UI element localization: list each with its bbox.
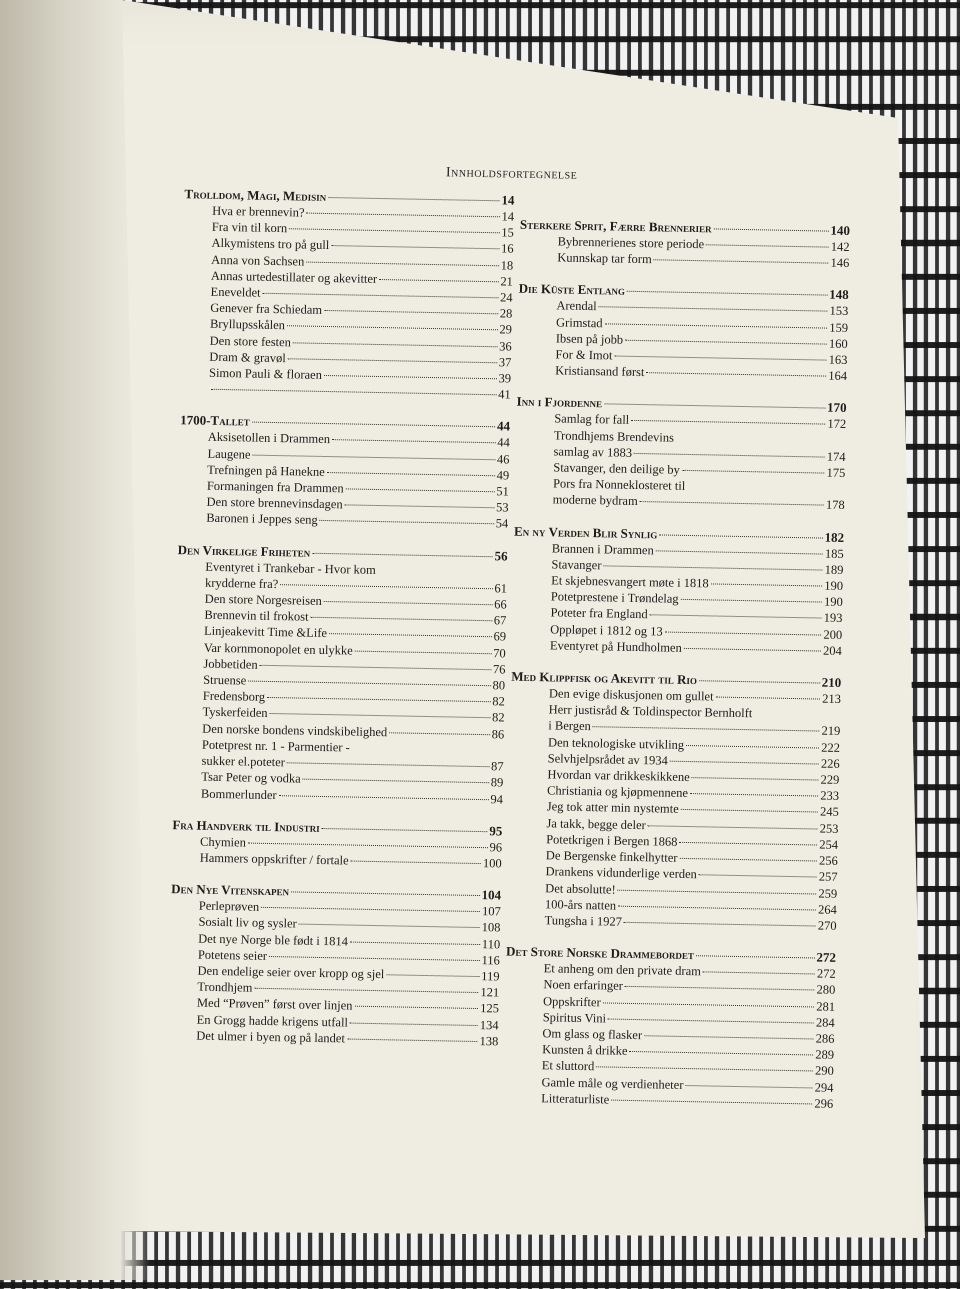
entry-title: Potetens seier [197, 947, 268, 963]
dot-leader [270, 713, 490, 718]
chapter-page: 56 [494, 547, 508, 564]
entry-title: Christiania og kjøpmennene [546, 783, 689, 801]
chapter-title: Inn i Fjordenne [516, 394, 603, 411]
entry-title: Chymien [199, 834, 247, 850]
entry-title: Om glass og flasker [542, 1026, 643, 1043]
dot-leader [248, 681, 490, 687]
dot-leader [329, 634, 492, 638]
dot-leader [267, 697, 490, 702]
dot-leader [627, 291, 827, 296]
chapter-page: 140 [830, 222, 851, 239]
entry-title: Potetprest nr. 1 - Parmentier - [201, 737, 350, 755]
entry-title: Potetprestene i Trøndelag [550, 589, 679, 607]
entry-title: Kunsten å drikke [542, 1042, 628, 1059]
dot-leader [611, 1099, 812, 1104]
dot-leader [604, 404, 825, 409]
entry-title: Struense [203, 672, 247, 688]
entry-page: 193 [823, 611, 843, 626]
entry-title: Bommerlunder [200, 786, 277, 802]
entry-title: Sosialt liv og sysler [198, 914, 297, 931]
entry-title: Dram & gravøl [209, 349, 286, 366]
dot-leader [306, 213, 499, 218]
entry-page: 256 [818, 853, 838, 869]
entry-page: 121 [480, 985, 500, 1000]
chapter-title: Den Virkelige Friheten [177, 541, 311, 560]
dot-leader [378, 571, 506, 573]
dot-leader [260, 665, 491, 670]
dot-leader [280, 584, 492, 589]
entry-title: Grimstad [555, 315, 603, 330]
dot-leader [714, 228, 829, 231]
entry-title: Oppskrifter [542, 993, 601, 1009]
dot-leader [320, 520, 494, 524]
entry-page: 185 [824, 546, 844, 561]
dot-leader [350, 941, 480, 944]
chapter-page: 44 [496, 418, 511, 434]
entry-title: Selvhjelpsrådet av 1934 [547, 751, 668, 768]
chapter-page: 170 [826, 400, 847, 416]
dot-leader [625, 340, 827, 345]
entry-title: Gamle måle og verdienheter [541, 1074, 684, 1092]
entry-page: 67 [493, 613, 507, 628]
dot-leader [322, 828, 488, 832]
entry-title: Linjeakevitt Time &Life [203, 624, 328, 641]
entry-page: 153 [829, 304, 849, 319]
entry-title: Kristiansand først [555, 363, 645, 380]
dot-leader [682, 470, 825, 474]
dot-leader [680, 842, 818, 846]
entry-title: Stavanger, den deilige by [553, 460, 680, 477]
entry-page: 190 [824, 578, 844, 594]
dot-leader [261, 907, 480, 912]
entry-page: 87 [490, 759, 504, 774]
entry-title: Den store brennevinsdagen [206, 494, 343, 512]
entry-title: Aksisetollen i Drammen [207, 430, 331, 447]
entry-page: 229 [820, 772, 840, 788]
entry-title: Bybrennerienes store periode [557, 234, 705, 252]
entry-page: 294 [814, 1080, 834, 1095]
entry-title: Potetkrigen i Bergen 1868 [546, 832, 678, 849]
entry-page: 119 [481, 969, 500, 984]
chapter-page: 14 [501, 192, 515, 208]
entry-title: Trondhjem [197, 979, 253, 995]
dot-leader [624, 922, 816, 927]
entry-page: 175 [826, 465, 846, 481]
entry-title: Den norske bondens vindskibelighed [202, 721, 388, 739]
entry-title: Brannen i Drammen [551, 541, 654, 557]
entry-title: sukker el.poteter [201, 753, 286, 770]
dot-leader [306, 261, 498, 266]
entry-page: 146 [830, 255, 850, 271]
chapter-page: 104 [481, 887, 502, 903]
entry-page: 110 [481, 936, 501, 951]
entry-title: For & Imot [555, 347, 613, 363]
dot-leader [351, 860, 481, 864]
entry-page: 82 [491, 710, 505, 725]
dot-leader [331, 245, 499, 249]
entry-title: Arendal [556, 298, 597, 314]
entry-title: Annas urtedestillater og akevitter [210, 268, 378, 286]
entry-title: Eventyret i Trankebar - Hvor kom [205, 559, 376, 577]
dot-leader [355, 650, 492, 654]
entry-title: Hvordan var drikkeskikkene [547, 767, 690, 785]
entry-page: 96 [489, 839, 503, 855]
dot-leader [665, 631, 822, 635]
entry-page: 272 [816, 966, 836, 981]
dot-leader [254, 988, 478, 993]
entry-page: 54 [495, 516, 509, 531]
dot-leader [347, 1038, 478, 1042]
dot-leader [681, 809, 818, 813]
entry-page: 245 [819, 805, 839, 820]
dot-leader [324, 601, 492, 605]
dot-leader [327, 472, 495, 476]
chapter-title: Den Nye Vitenskapen [171, 881, 290, 899]
entry-page: 219 [821, 724, 841, 739]
entry-title: Samlag for fall [554, 411, 630, 428]
dot-leader [681, 599, 822, 603]
entry-title: i Bergen [548, 718, 591, 734]
toc-left-column [168, 186, 514, 1049]
entry-page: 86 [491, 726, 505, 742]
dot-leader [389, 732, 489, 735]
entry-title: Anna von Sachsen [211, 252, 305, 269]
dot-leader [346, 488, 495, 492]
dot-leader [352, 748, 502, 751]
dot-leader [644, 1035, 814, 1039]
dot-leader [288, 358, 497, 363]
dot-leader [253, 454, 495, 460]
dot-leader [618, 905, 816, 910]
dot-leader [287, 762, 489, 767]
entry-page: 82 [492, 694, 505, 709]
entry-page: 66 [494, 597, 507, 612]
entry-page: 233 [820, 788, 840, 804]
entry-title: Tyskerfeiden [202, 705, 268, 721]
entry-page: 39 [498, 371, 512, 386]
entry-page: 14 [501, 209, 515, 224]
entry-title: Perleprøven [198, 898, 260, 914]
dot-leader [656, 550, 823, 554]
dot-leader [603, 565, 822, 570]
entry-page: 53 [495, 500, 509, 515]
entry-title: Poteter fra England [550, 605, 648, 622]
entry-page: 204 [822, 643, 842, 658]
entry-page: 270 [817, 918, 837, 933]
dot-leader [312, 552, 492, 556]
entry-title: Den store Norgesreisen [204, 591, 322, 609]
dot-leader [311, 617, 492, 621]
entry-title: Herr justisråd & Toldinspector Bernholft [548, 702, 753, 721]
entry-page: 159 [829, 320, 849, 335]
entry-page: 44 [497, 435, 510, 450]
dot-leader [646, 372, 826, 376]
dot-leader [291, 892, 480, 897]
entry-title: Et skjebnesvangert møte i 1818 [551, 573, 709, 591]
dot-leader [690, 793, 818, 796]
chapter-page: 182 [824, 529, 845, 545]
entry-title: Den store festen [209, 333, 292, 349]
entry-title: Det absolutte! [545, 880, 616, 897]
entry-title: moderne bydram [552, 492, 638, 509]
entry-page: 134 [479, 1017, 499, 1032]
dot-leader [631, 420, 825, 425]
entry-page: 125 [480, 1001, 500, 1016]
entry-title: Alkymistens tro på gull [211, 236, 330, 253]
entry-page: 280 [816, 982, 836, 998]
dot-leader [696, 955, 814, 958]
entry-page: 281 [816, 999, 836, 1014]
entry-title: Hva er brennevin? [212, 203, 305, 220]
entry-page: 213 [822, 691, 842, 707]
entry-page: 259 [818, 886, 838, 901]
chapter-title: Fra Handverk til Industri [172, 816, 320, 835]
dot-leader [211, 389, 496, 395]
entry-page: 24 [499, 290, 513, 305]
entry-title: Laugene [207, 446, 251, 462]
entry-title: krydderne fra? [204, 575, 279, 591]
dot-leader [328, 197, 499, 201]
entry-page: 15 [501, 225, 514, 240]
dot-leader [630, 1051, 814, 1056]
dot-leader [625, 986, 815, 991]
chapter-title: 1700-Tallet [180, 412, 250, 429]
entry-page: 200 [823, 627, 843, 642]
entry-page: 257 [818, 869, 838, 885]
dot-leader [614, 356, 826, 361]
entry-title: Fra vin til korn [211, 219, 288, 236]
entry-title: Kunnskap tar form [557, 250, 652, 267]
entry-title: Det nye Norge ble født i 1814 [198, 931, 349, 949]
entry-title: Pors fra Nonneklosteret til [552, 476, 686, 494]
entry-page: 178 [825, 498, 845, 513]
entry-title: Eventyret på Hundholmen [549, 638, 682, 655]
chapter-title: En ny Verden Blir Synlig [513, 523, 658, 542]
entry-title: De Bergenske finkelhytter [545, 848, 678, 865]
entry-page: 142 [830, 239, 850, 255]
entry-page: 46 [496, 451, 510, 467]
chapter-page: 95 [489, 822, 503, 839]
entry-title: Spiritus Vini [542, 1009, 607, 1026]
entry-page: 284 [815, 1015, 835, 1030]
entry-page: 100 [482, 856, 502, 871]
dot-leader [648, 825, 818, 829]
entry-page: 160 [828, 336, 848, 351]
dot-leader [654, 259, 829, 263]
entry-title: Det ulmer i byen og på landet [196, 1028, 346, 1046]
dot-leader [754, 715, 838, 717]
dot-leader [386, 974, 479, 977]
dot-leader [289, 228, 499, 233]
entry-title: Ja takk, begge deler [546, 815, 646, 832]
entry-title: Jeg tok atter min nystemte [546, 799, 679, 817]
entry-title: Eneveldet [210, 284, 261, 300]
entry-page: 163 [828, 352, 848, 368]
dot-leader [303, 779, 489, 784]
entry-title: Et anheng om den private dram [543, 961, 702, 979]
entry-title: Et sluttord [541, 1058, 595, 1074]
entry-page: 190 [823, 594, 843, 610]
entry-title: Fredensborg [202, 688, 266, 705]
page-title: Innholdsfortegnelse [445, 165, 578, 183]
dot-leader [706, 244, 829, 247]
entry-page: 164 [828, 368, 848, 384]
dot-leader [350, 1022, 478, 1025]
entry-page: 51 [496, 484, 509, 499]
entry-page: 286 [815, 1031, 835, 1046]
dot-leader [608, 1018, 814, 1023]
dot-leader [603, 1002, 815, 1007]
entry-title: Bryllupsskålen [209, 317, 286, 333]
dot-leader [269, 956, 480, 961]
entry-title: samlag av 1883 [553, 444, 633, 460]
entry-page: 69 [493, 629, 507, 644]
dot-leader [670, 761, 819, 765]
entry-title: Litteraturliste [541, 1090, 610, 1107]
entry-page: 189 [824, 562, 844, 577]
entry-page: 28 [499, 306, 513, 321]
dot-leader [299, 924, 480, 928]
entry-page: 29 [499, 322, 513, 337]
entry-title: Simon Pauli & floraen [208, 365, 323, 382]
dot-leader [699, 875, 817, 878]
entry-page: 80 [492, 678, 506, 693]
entry-title: Genever fra Schiedam [210, 300, 323, 318]
entry-title: Den teknologiske utvikling [547, 734, 685, 752]
entry-page: 108 [481, 920, 501, 935]
dot-leader [324, 310, 498, 314]
dot-leader [716, 697, 821, 700]
entry-title: Trefningen på Hanekne [207, 462, 325, 479]
entry-page: 290 [814, 1063, 834, 1079]
dot-leader [287, 326, 497, 331]
entry-page: 18 [500, 257, 514, 273]
dot-leader [279, 795, 489, 800]
entry-page: 76 [492, 662, 506, 677]
entry-title: Med “Prøven” først over linjen [196, 995, 353, 1013]
entry-title: Trondhjems Brendevins [553, 428, 675, 445]
chapter-title: Med Klippfisk og Akevitt til Rio [511, 668, 698, 688]
dot-leader [684, 648, 821, 652]
entry-title: Tsar Peter og vodka [201, 769, 301, 786]
dot-leader [634, 453, 825, 458]
dot-leader [680, 858, 818, 862]
entry-page: 253 [819, 821, 839, 836]
entry-page: 254 [819, 837, 839, 852]
entry-page: 94 [490, 791, 504, 806]
dot-leader [605, 323, 828, 328]
dot-leader [379, 279, 498, 282]
dot-leader [640, 501, 824, 506]
entry-title: Drankens vidunderlige verden [545, 864, 698, 882]
entry-page: 264 [818, 902, 838, 917]
dot-leader [692, 777, 819, 780]
entry-page: 41 [498, 387, 511, 402]
dot-leader [687, 487, 843, 490]
chapter-title: Trolldom, Magi, Medisin [184, 186, 327, 204]
entry-title: Tungsha i 1927 [544, 913, 623, 929]
dot-leader [252, 422, 495, 428]
chapter-title: Det Store Norske Drammebordet [505, 943, 695, 963]
chapter-page: 210 [821, 674, 842, 691]
entry-title: Baronen i Jeppes seng [206, 511, 318, 528]
dot-leader [354, 1006, 478, 1009]
entry-title: Var kornmonopolet en ulykke [203, 640, 353, 658]
dot-leader [699, 680, 820, 683]
dot-leader [703, 971, 815, 974]
entry-title: Brennevin til frokost [204, 607, 309, 624]
dot-leader [618, 889, 817, 894]
dot-leader [686, 745, 819, 749]
dot-leader [248, 842, 488, 848]
entry-title: Noen erfaringer [543, 977, 623, 994]
dot-leader [324, 375, 497, 379]
chapter-page: 272 [816, 949, 837, 966]
entry-page: 37 [498, 355, 512, 370]
dot-leader [659, 534, 822, 538]
dot-leader [332, 440, 495, 444]
entry-title: Oppløpet i 1812 og 13 [550, 622, 663, 639]
dot-leader [593, 727, 820, 732]
dot-leader [599, 307, 828, 312]
entry-page: 222 [821, 740, 841, 755]
entry-page: 21 [500, 274, 514, 289]
entry-title: Formaningen fra Drammen [206, 478, 344, 496]
entry-title: Jobbetiden [203, 656, 258, 672]
entry-title: Ibsen på jobb [555, 331, 624, 347]
entry-title: Stavanger [551, 557, 602, 573]
entry-page: 174 [826, 449, 846, 464]
entry-page: 138 [479, 1033, 499, 1049]
dot-leader [293, 342, 497, 347]
entry-page: 70 [493, 645, 506, 661]
entry-page: 289 [815, 1047, 835, 1062]
dot-leader [711, 583, 823, 586]
entry-page: 61 [494, 581, 508, 596]
entry-page: 116 [481, 952, 500, 968]
entry-title: Den evige diskusjonen om gullet [548, 686, 714, 704]
entry-title: Hammers oppskrifter / fortale [199, 850, 349, 868]
chapter-title: Sterkere Sprit, Færre Brennerier [519, 216, 712, 236]
entry-title: 100-års natten [544, 896, 617, 913]
entry-page: 89 [490, 775, 504, 790]
chapter-title: Die Küste Entlang [518, 281, 626, 299]
dot-leader [596, 1067, 813, 1072]
entry-title: Den endelige seier over kropp og sjel [197, 963, 385, 982]
chapter-page: 148 [829, 287, 849, 303]
entry-page: 107 [481, 904, 501, 919]
dot-leader [685, 1085, 812, 1088]
entry-page: 49 [496, 468, 510, 483]
entry-page: 36 [499, 338, 512, 354]
entry-page: 296 [814, 1096, 834, 1111]
dot-leader [676, 438, 844, 441]
dot-leader [263, 293, 498, 299]
entry-page: 226 [820, 756, 840, 771]
dot-leader [650, 615, 822, 619]
entry-page: 16 [500, 241, 514, 256]
dot-leader [345, 505, 494, 509]
entry-title: En Grogg hadde krigens utfall [196, 1012, 349, 1030]
entry-page: 172 [827, 417, 847, 432]
